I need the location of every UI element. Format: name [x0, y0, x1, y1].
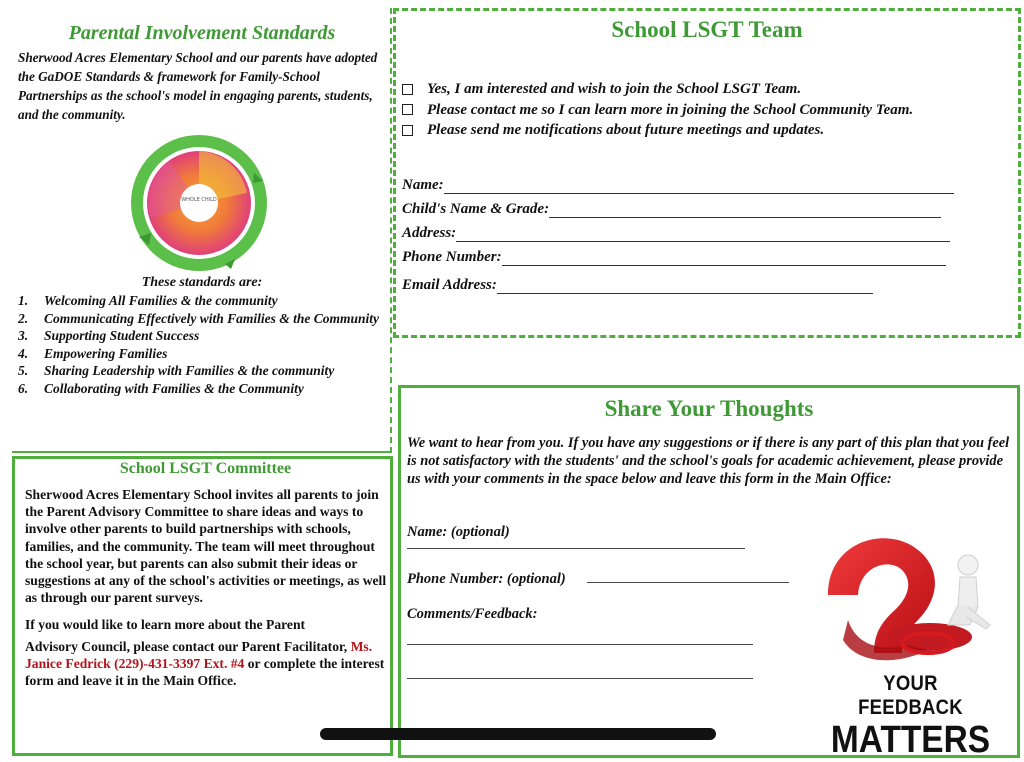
team-child-field[interactable]: Child's Name & Grade:: [402, 201, 941, 218]
team-address-field[interactable]: Address:: [402, 225, 950, 242]
team-phone-field[interactable]: Phone Number:: [402, 249, 946, 266]
checkbox[interactable]: [402, 125, 413, 136]
committee-body: [25, 486, 387, 699]
interest-option[interactable]: Please contact me so I can learn more in joining the School Community Team.: [402, 100, 913, 121]
team-name-field[interactable]: Name:: [402, 177, 954, 194]
standard-item: 1. Welcoming All Families & the community: [18, 293, 278, 308]
committee-learn-more: If you would like to learn more about the Parent: [25, 617, 306, 633]
committee-paragraph: Sherwood Acres Elementary School invites all parents to join the Parent Advisory Committee to share ideas and ways to involve other parents to build partnerships with schools, families, and the community. The team will meet throughout the school year, but parents can also submit their ideas or suggestions at any of the school's activities or meetings, as well as through our parent surveys.: [25, 487, 387, 606]
lsgt-team-panel: [393, 8, 1021, 338]
interest-checklist: [402, 79, 913, 141]
comments-label: Comments/Feedback:: [407, 606, 538, 622]
standards-list: [18, 292, 388, 397]
facilitator-contact: Ms. Janice Fedrick (229)-431-3397 Ext. #4: [25, 638, 373, 671]
interest-option[interactable]: Please send me notifications about future meetings and updates.: [402, 120, 913, 141]
committee-title: School LSGT Committee: [119, 460, 292, 477]
optional-phone-label: Phone Number: (optional): [407, 571, 566, 587]
feedback-matters-logo: YOUR FEEDBACK MATTERS: [830, 672, 991, 761]
parental-standards-title: Parental Involvement Standards: [68, 22, 336, 44]
family-school-wheel-graphic: [129, 133, 269, 273]
share-thoughts-intro: We want to hear from you. If you have any suggestions or if there is any part of this plan that you feel is not satisfactory with the students' and the school's goals for academic achievement, please provide us with your comments in the space below and leave this form in the Main Office:: [407, 435, 1010, 487]
parental-standards-intro: Sherwood Acres Elementary School and our parents have adopted the GaDOE Standards & framework for Family-School Partnerships as the school's model in engaging parents, students, and the community.: [18, 50, 378, 122]
committee-top-rule: [15, 456, 390, 459]
standard-item: 2. Communicating Effectively with Families & the Community: [18, 310, 380, 326]
optional-name-label: Name: (optional): [407, 524, 510, 540]
optional-name-input[interactable]: [407, 548, 745, 549]
share-thoughts-title: Share Your Thoughts: [604, 396, 814, 421]
checkbox[interactable]: [402, 104, 413, 115]
optional-phone-input[interactable]: [587, 582, 789, 583]
team-email-field[interactable]: Email Address:: [402, 277, 873, 294]
standard-item: 3. Supporting Student Success: [18, 328, 200, 343]
comments-line[interactable]: [407, 644, 753, 645]
committee-contact-paragraph: Advisory Council, please contact our Parent Facilitator, Ms. Janice Fedrick (229)-431-3397 Ext. #4 or complete the interest form and leave it in the Main Office.: [25, 638, 385, 689]
interest-option[interactable]: Yes, I am interested and wish to join the School LSGT Team.: [402, 79, 913, 100]
standard-item: 6. Collaborating with Families & the Community: [18, 380, 304, 396]
standard-item: 4. Empowering Families: [18, 345, 168, 361]
lsgt-team-title: School LSGT Team: [611, 17, 803, 42]
standards-heading: These standards are:: [141, 275, 263, 290]
checkbox[interactable]: [402, 84, 413, 95]
comments-line[interactable]: [407, 678, 753, 679]
scroll-indicator[interactable]: [320, 728, 716, 740]
committee-panel: [12, 456, 393, 756]
standard-item: 5. Sharing Leadership with Families & the community: [18, 363, 335, 378]
wheel-center-label: WHOLE CHILD: [181, 197, 217, 203]
parental-standards-panel: [12, 8, 392, 453]
